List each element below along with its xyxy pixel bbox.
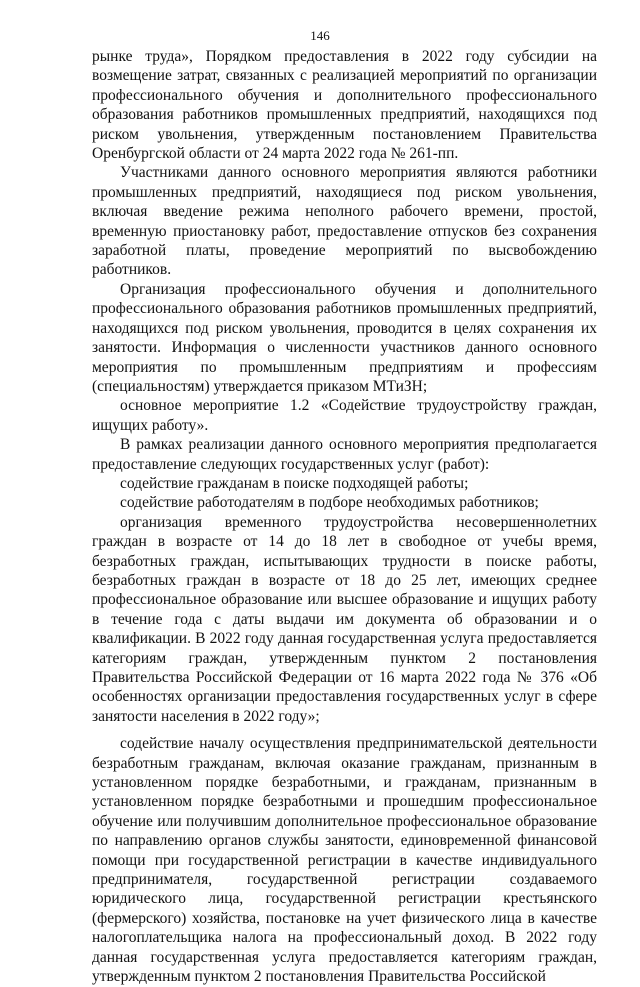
- list-item-job-search: содействие гражданам в поиске подходящей работы;: [120, 474, 469, 492]
- paragraph-training-organization: Организация профессионального обучения и дополнительного профессионального образования работников промышленных предприятий, находящихся под риском увольнения, проводится в целях сохранения их занятости. Информация о численности участников данного основного мероприятия по промышленным предприятиям и профессиям (специальностям) утверждается приказом МТиЗН;: [92, 280, 597, 395]
- paragraph-participants: Участниками данного основного мероприятия являются работники промышленных предприятий, находящиеся под риском увольнения, включая введение режима неполного рабочего времени, простой, временную приостановку работ, предоставление отпусков без сохранения заработной платы, проведение мероприятий по высвобождению работников.: [92, 164, 597, 279]
- paragraph-continuation: рынке труда», Порядком предоставления в 2022 году субсидии на возмещение затрат, связанных с реализацией мероприятий по организации профессионального обучения и дополнительного профессионального образования работников промышленных предприятий, находящихся под риском увольнения, утвержденным постановлением Правительства Оренбургской области от 24 марта 2022 года № 261-пп.: [92, 48, 597, 163]
- paragraph-main-activity-1-2: основное мероприятие 1.2 «Содействие трудоустройству граждан, ищущих работу».: [92, 397, 597, 434]
- list-item-temporary-employment: организация временного трудоустройства несовершеннолетних граждан в возрасте от 14 до 18 лет в свободное от учебы время, безработных граждан, испытывающих трудности в поиске работы, безработных граждан в возрасте от 18 до 25 лет, имеющих среднее профессиональное образование или высшее образование и ищущих работу в течение года с даты выдачи им документа об образовании и о квалификации. В 2022 году данная государственная услуга предоставляется категориям граждан, утвержденным пунктом 2 постановления Правительства Российской Федерации от 16 марта 2022 года № 376 «Об особенностях организации предоставления государственных услуг в сфере занятости населения в 2022 году»;: [92, 513, 597, 725]
- page-number: 146: [310, 28, 330, 43]
- paragraph-services-intro: В рамках реализации данного основного мероприятия предполагается предоставление следующих государственных услуг (работ):: [92, 436, 597, 473]
- list-item-entrepreneurship: содействие началу осуществления предпринимательской деятельности безработным гражданам, включая оказание гражданам, признанным в установленном порядке безработными, и гражданам, признанным в установленном порядке безработными и прошедшим профессиональное обучение или получившим дополнительное профессиональное образование по направлению органов службы занятости, единовременной финансовой помощи при государственной регистрации в качестве индивидуального предпринимателя, государственной регистрации создаваемого юридического лица, государственной регистрации крестьянского (фермерского) хозяйства, постановке на учет физического лица в качестве налогоплательщика налога на профессиональный доход. В 2022 году данная государственная услуга предоставляется категориям граждан, утвержденным пунктом 2 постановления Правительства Российской: [92, 735, 597, 986]
- document-body: [92, 47, 597, 987]
- list-item-employer-selection: содействие работодателям в подборе необходимых работников;: [120, 494, 539, 512]
